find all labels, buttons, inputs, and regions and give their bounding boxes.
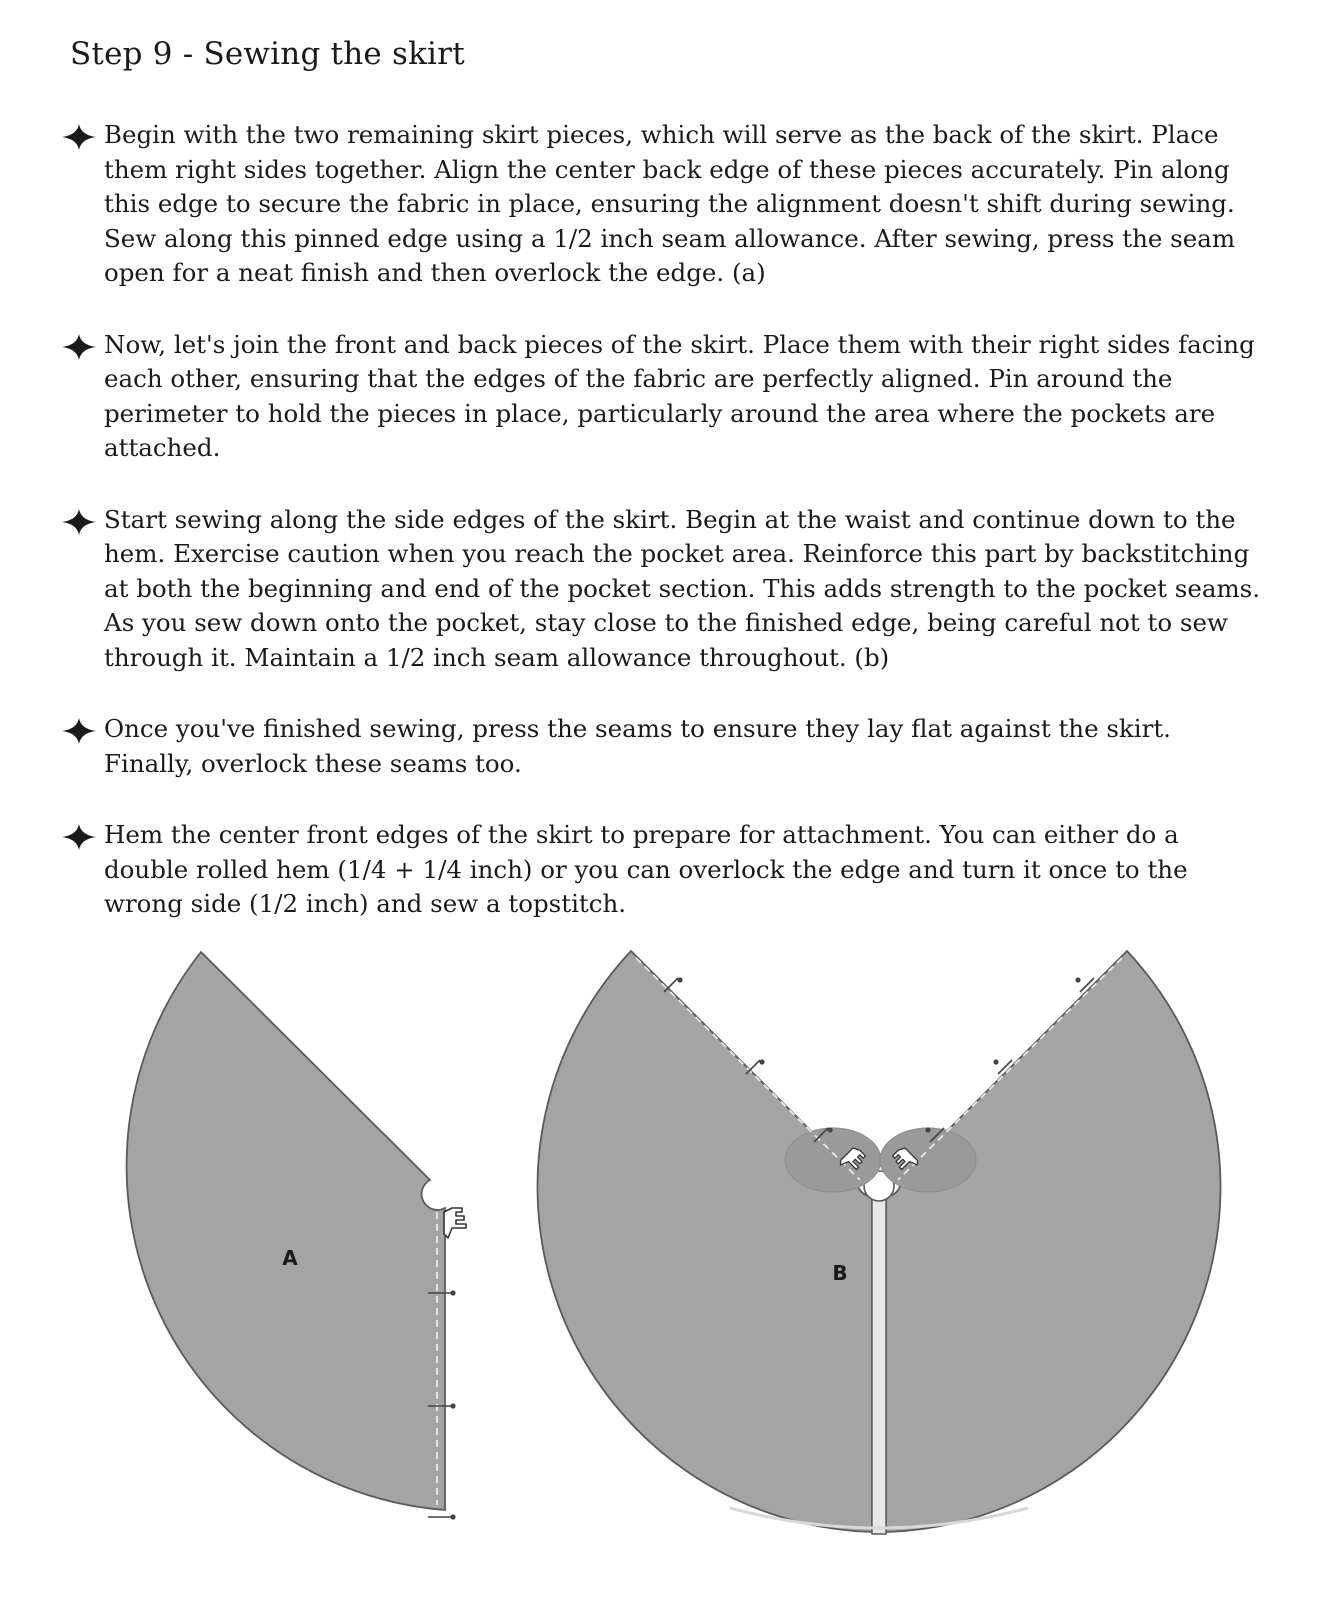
skirt-piece-a-illustration	[127, 952, 466, 1520]
piece-label-b: B	[832, 1261, 848, 1285]
pin-icon	[746, 1059, 765, 1074]
piece-label-a: A	[282, 1246, 298, 1270]
pin-icon	[428, 1514, 456, 1519]
skirt-piece-b-illustration	[538, 951, 1221, 1534]
step-item	[62, 818, 1262, 922]
four-point-star-icon	[62, 824, 96, 850]
skirt-piece-a	[127, 952, 445, 1510]
step-item	[62, 712, 1262, 781]
step-item	[62, 503, 1262, 676]
step-item	[62, 118, 1262, 291]
pocket-left	[785, 1128, 881, 1192]
four-point-star-icon	[62, 334, 96, 360]
four-point-star-icon	[62, 718, 96, 744]
presser-foot-icon	[444, 1208, 466, 1238]
pin-icon	[664, 977, 683, 992]
step-text: Now, let's join the front and back pieces of the skirt. Place them with their right sides facing each other, ensuring that the edges of the fabric are perfectly aligned. Pin around the perimeter to hold the pieces in place, particularly around the area where the pockets are attached.	[104, 329, 1255, 462]
page-title: Step 9 - Sewing the skirt	[70, 36, 465, 72]
step-text: Once you've finished sewing, press the seams to ensure they lay flat against the skirt. Finally, overlock these seams too.	[104, 714, 1171, 778]
step-item	[62, 328, 1262, 466]
skirt-illustrations	[0, 920, 1322, 1600]
four-point-star-icon	[62, 509, 96, 535]
skirt-piece-b-right	[886, 951, 1220, 1532]
step-list	[62, 118, 1262, 959]
step-text: Start sewing along the side edges of the skirt. Begin at the waist and continue down to the hem. Exercise caution when you reach the pocket area. Reinforce this part by backstitching at both the beginning and end of the pocket section. This adds strength to the pocket seams. As you sew down onto the pocket, stay close to the finished edge, being careful not to sew through it. Maintain a 1/2 inch seam allowance throughout. (b)	[104, 504, 1261, 672]
step-text: Hem the center front edges of the skirt to prepare for attachment. You can either do a double rolled hem (1/4 + 1/4 inch) or you can overlock the edge and turn it once to the wrong side (1/2 inch) and sew a topstitch.	[104, 820, 1188, 918]
skirt-piece-b-left	[538, 951, 872, 1532]
center-back-seam	[872, 1196, 886, 1534]
four-point-star-icon	[62, 124, 96, 150]
pocket-right	[880, 1128, 976, 1192]
step-text: Begin with the two remaining skirt pieces, which will serve as the back of the skirt. Place them right sides together. Align the center back edge of these pieces accurately. Pin along this edge to secure the fabric in place, ensuring the alignment doesn't shift during sewing. Sew along this pinned edge using a 1/2 inch seam allowance. After sewing, press the seam open for a neat finish and then overlock the edge. (a)	[104, 120, 1236, 287]
